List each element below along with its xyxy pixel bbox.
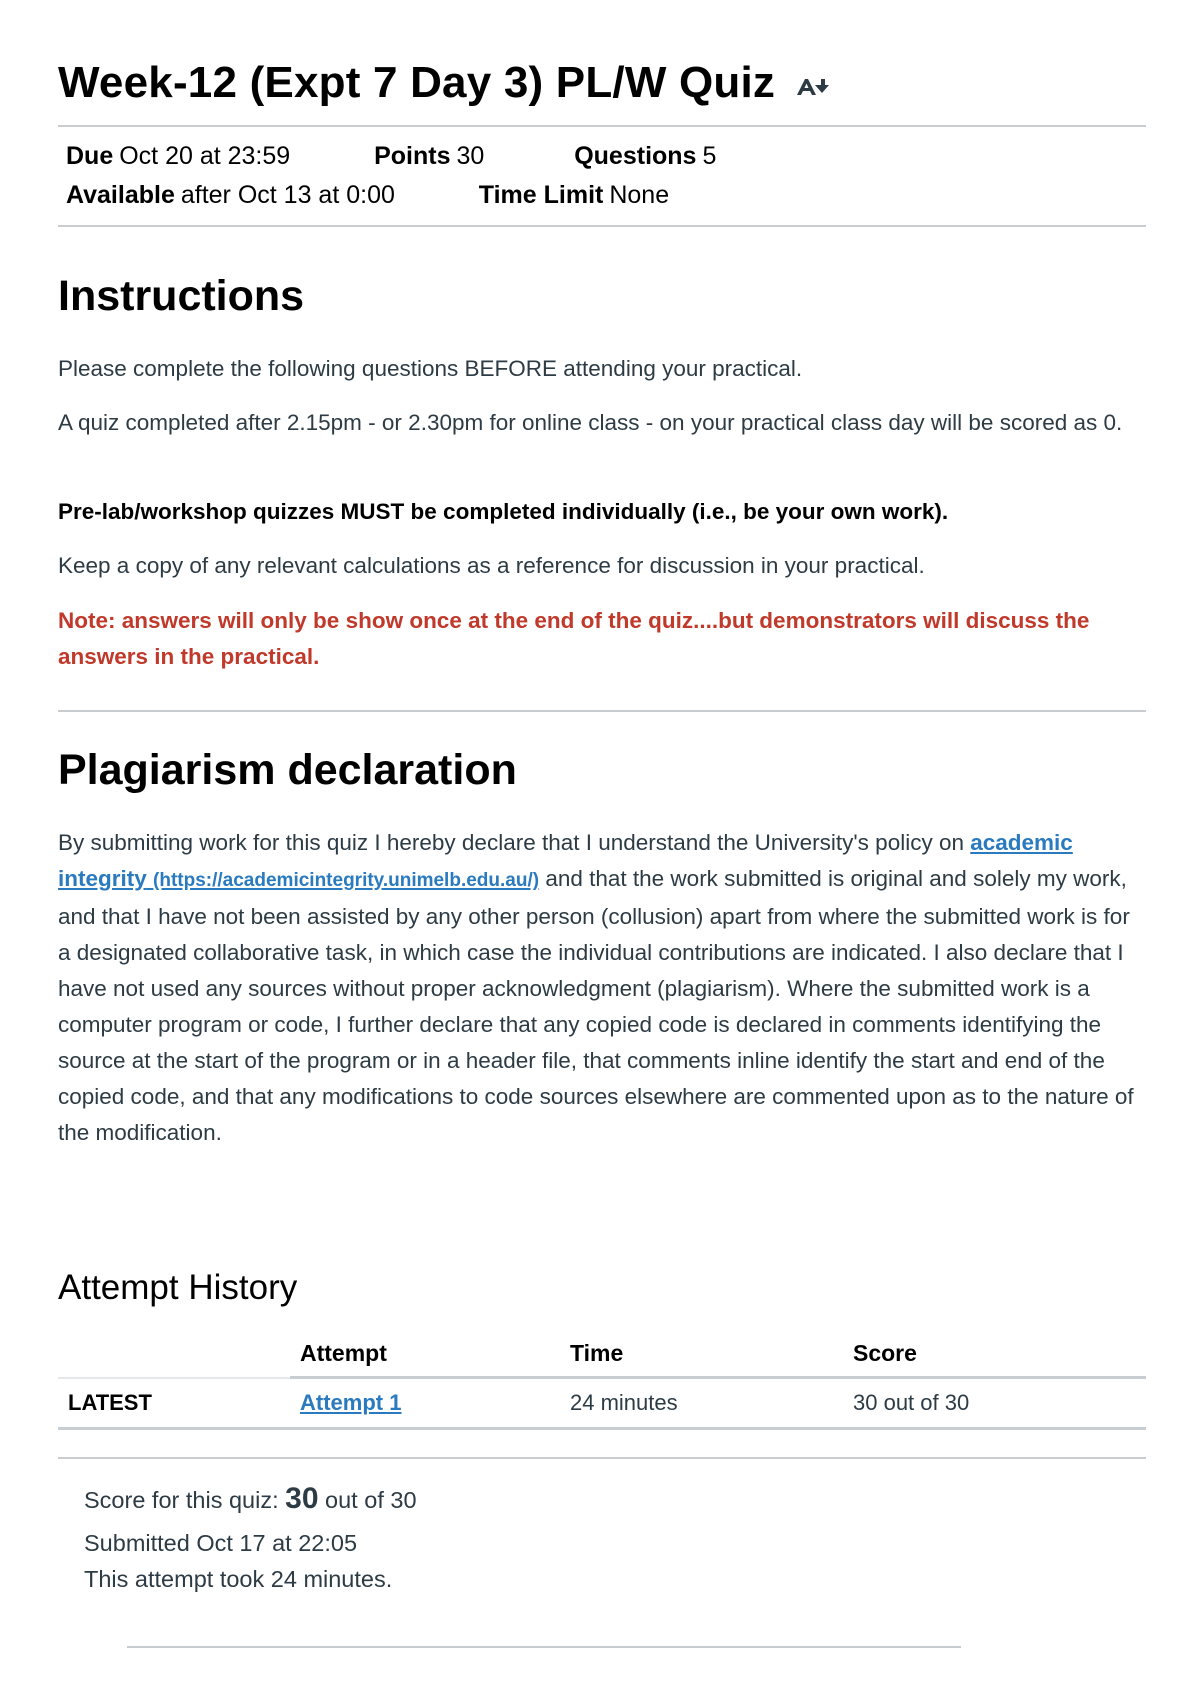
submitted-time: Submitted Oct 17 at 22:05: [84, 1530, 358, 1556]
divider: [58, 225, 1146, 227]
column-header-time: Time: [560, 1330, 843, 1378]
attempt-history-table: [58, 1330, 1146, 1430]
academic-integrity-link-label: academic integrity: [58, 830, 1073, 891]
instructions-paragraph: Keep a copy of any relevant calculations as a reference for discussion in your practical.: [58, 553, 925, 578]
questions-value: 5: [702, 142, 717, 170]
attempt-1-link[interactable]: Attempt 1: [300, 1390, 402, 1415]
attempt-history-heading: Attempt History: [58, 1268, 298, 1307]
academic-integrity-link-url: (https://academicintegrity.unimelb.edu.au/): [153, 870, 540, 891]
attempt-status: LATEST: [58, 1378, 290, 1429]
divider: [58, 710, 1146, 712]
column-header-attempt: Attempt: [290, 1330, 560, 1378]
quiz-score-line: [84, 1482, 417, 1516]
points-label: Points: [374, 142, 451, 170]
quiz-details-row-1: [66, 142, 716, 171]
column-header-score: Score: [843, 1330, 1146, 1378]
instructions-paragraph: Please complete the following questions BEFORE attending your practical.: [58, 356, 803, 381]
answers-note: Note: answers will only be show once at the end of the quiz....but demonstrators will discuss the answers in the practical.: [58, 608, 1090, 669]
declaration-text-rest: and that the work submitted is original and solely my work, and that I have not been assisted by any other person (collusion) apart from where the submitted work is for a designated collaborative task, in which case the individual contributions are indicated. I also declare that I have not used any sources without proper acknowledgment (plagiarism). Where the submitted work is a computer program or code, I further declare that any copied code is declared in comments identifying the source at the start of the program or in a header file, that comments inline identify the start and end of the copied code, and that any modifications to code sources elsewhere are commented upon as to the nature of the modification.: [58, 866, 1134, 1145]
divider: [127, 1646, 961, 1648]
questions-label: Questions: [574, 142, 697, 170]
attempt-history-header-row: [58, 1330, 1146, 1378]
publish-icon[interactable]: [795, 75, 829, 99]
plagiarism-declaration-text: [58, 825, 1146, 1151]
column-header-status: [58, 1330, 290, 1378]
score-value: 30: [285, 1482, 319, 1515]
attempt-score: 30 out of 30: [843, 1378, 1146, 1429]
title-row: [58, 58, 829, 108]
available-label: Available: [66, 181, 175, 209]
attempt-cell: [290, 1378, 560, 1429]
time-limit-label: Time Limit: [478, 181, 604, 209]
instructions-heading: Instructions: [58, 272, 305, 320]
due-label: Due: [66, 142, 114, 170]
declaration-text-start: By submitting work for this quiz I hereby declare that I understand the University's policy on: [58, 830, 964, 855]
score-prefix: Score for this quiz:: [84, 1487, 279, 1513]
plagiarism-heading: Plagiarism declaration: [58, 746, 517, 794]
quiz-details-row-2: [66, 181, 669, 210]
divider: [58, 125, 1146, 127]
table-row: [58, 1378, 1146, 1429]
individual-work-notice: Pre-lab/workshop quizzes MUST be completed individually (i.e., be your own work).: [58, 499, 949, 524]
quiz-title: Week-12 (Expt 7 Day 3) PL/W Quiz: [58, 58, 776, 107]
divider: [58, 1457, 1146, 1459]
attempt-time: 24 minutes: [560, 1378, 843, 1429]
time-limit-value: None: [609, 181, 670, 209]
due-value: Oct 20 at 23:59: [119, 142, 291, 170]
attempt-duration: This attempt took 24 minutes.: [84, 1566, 393, 1592]
available-value: after Oct 13 at 0:00: [180, 181, 395, 209]
score-suffix: out of 30: [325, 1487, 417, 1513]
instructions-paragraph: A quiz completed after 2.15pm - or 2.30pm for online class - on your practical class day will be scored as 0.: [58, 410, 1123, 435]
points-value: 30: [456, 142, 485, 170]
